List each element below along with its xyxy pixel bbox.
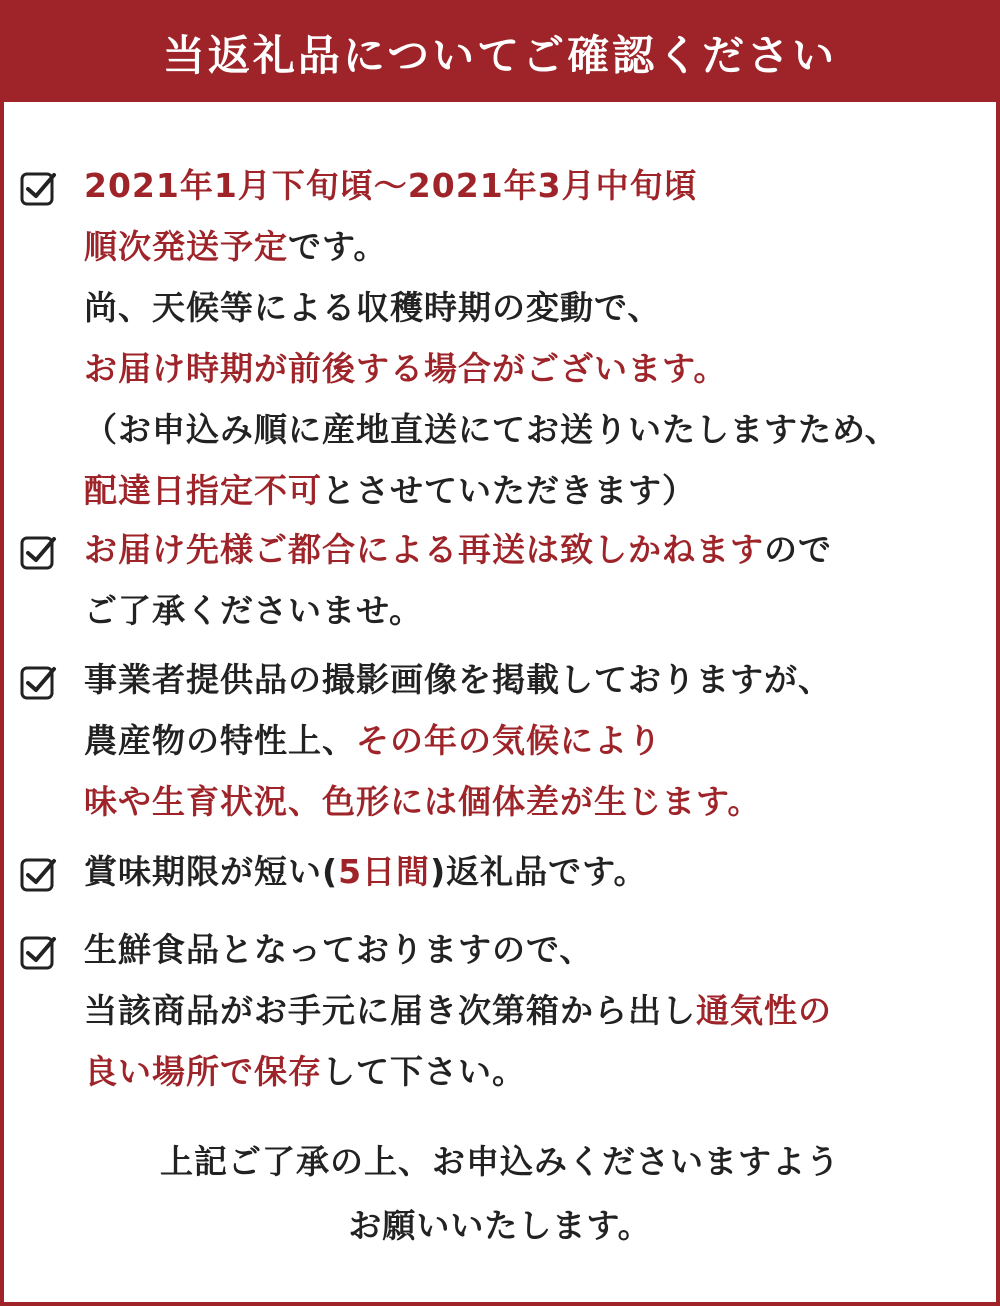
body-text: とさせていただきます） (322, 471, 696, 510)
notice-text (84, 850, 984, 911)
notice-line (84, 1050, 984, 1111)
body-text: 尚、天候等による収穫時期の変動で、 (84, 288, 662, 327)
header-title: 当返礼品についてご確認ください (162, 31, 838, 80)
checkbox-check-icon (20, 664, 58, 702)
notice-line (84, 928, 984, 989)
highlight-text: 2021年1月下旬頃～2021年3月中旬頃 (84, 166, 698, 205)
body-text: して下さい。 (322, 1052, 526, 1091)
highlight-text: 配達日指定不可 (84, 471, 322, 510)
highlight-text: その年の気候により (356, 721, 662, 760)
notice-line (84, 528, 984, 589)
body-text: ご了承くださいませ。 (84, 591, 424, 630)
notice-line (84, 225, 984, 286)
closing-message (4, 1134, 996, 1262)
header-banner (4, 4, 996, 102)
notice-line (84, 850, 984, 911)
body-text: 当該商品がお手元に届き次第箱から出し (84, 991, 696, 1030)
highlight-text: 通気性の (696, 991, 832, 1030)
highlight-text: 良い場所で保存 (84, 1052, 322, 1091)
notice-line (84, 719, 984, 780)
notice-line (84, 658, 984, 719)
notice-line (84, 780, 984, 841)
checkbox-check-icon (20, 170, 58, 208)
body-text: )返礼品です。 (430, 852, 648, 891)
notice-line (84, 989, 984, 1050)
highlight-text: 5日間 (338, 852, 431, 891)
checkbox-check-icon (20, 534, 58, 572)
notice-line (84, 347, 984, 408)
body-text: 事業者提供品の撮影画像を掲載しておりますが、 (84, 660, 832, 699)
notice-text (84, 528, 984, 650)
highlight-text: 順次発送予定 (84, 227, 288, 266)
checkbox-check-icon (20, 856, 58, 894)
notice-line (84, 286, 984, 347)
closing-line-1: 上記ご了承の上、お申込みくださいますよう (160, 1142, 840, 1181)
body-text: です。 (288, 227, 388, 266)
body-text: （お申込み順に産地直送にてお送りいたしますため、 (84, 410, 899, 449)
notice-line (84, 408, 984, 469)
notice-line (84, 589, 984, 650)
notice-text (84, 164, 984, 530)
highlight-text: 味や生育状況、色形には個体差が生じます。 (84, 782, 762, 821)
body-text: ので (764, 530, 832, 569)
highlight-text: お届け先様ご都合による再送は致しかねます (84, 530, 764, 569)
notice-text (84, 928, 984, 1111)
body-text: 生鮮食品となっておりますので、 (84, 930, 594, 969)
body-text: 農産物の特性上、 (84, 721, 356, 760)
notice-line (84, 164, 984, 225)
closing-line-2: お願いいたします。 (348, 1206, 652, 1245)
notice-line (84, 469, 984, 530)
notice-text (84, 658, 984, 841)
highlight-text: お届け時期が前後する場合がございます。 (84, 349, 728, 388)
body-text: 賞味期限が短い( (84, 852, 339, 891)
checkbox-check-icon (20, 934, 58, 972)
